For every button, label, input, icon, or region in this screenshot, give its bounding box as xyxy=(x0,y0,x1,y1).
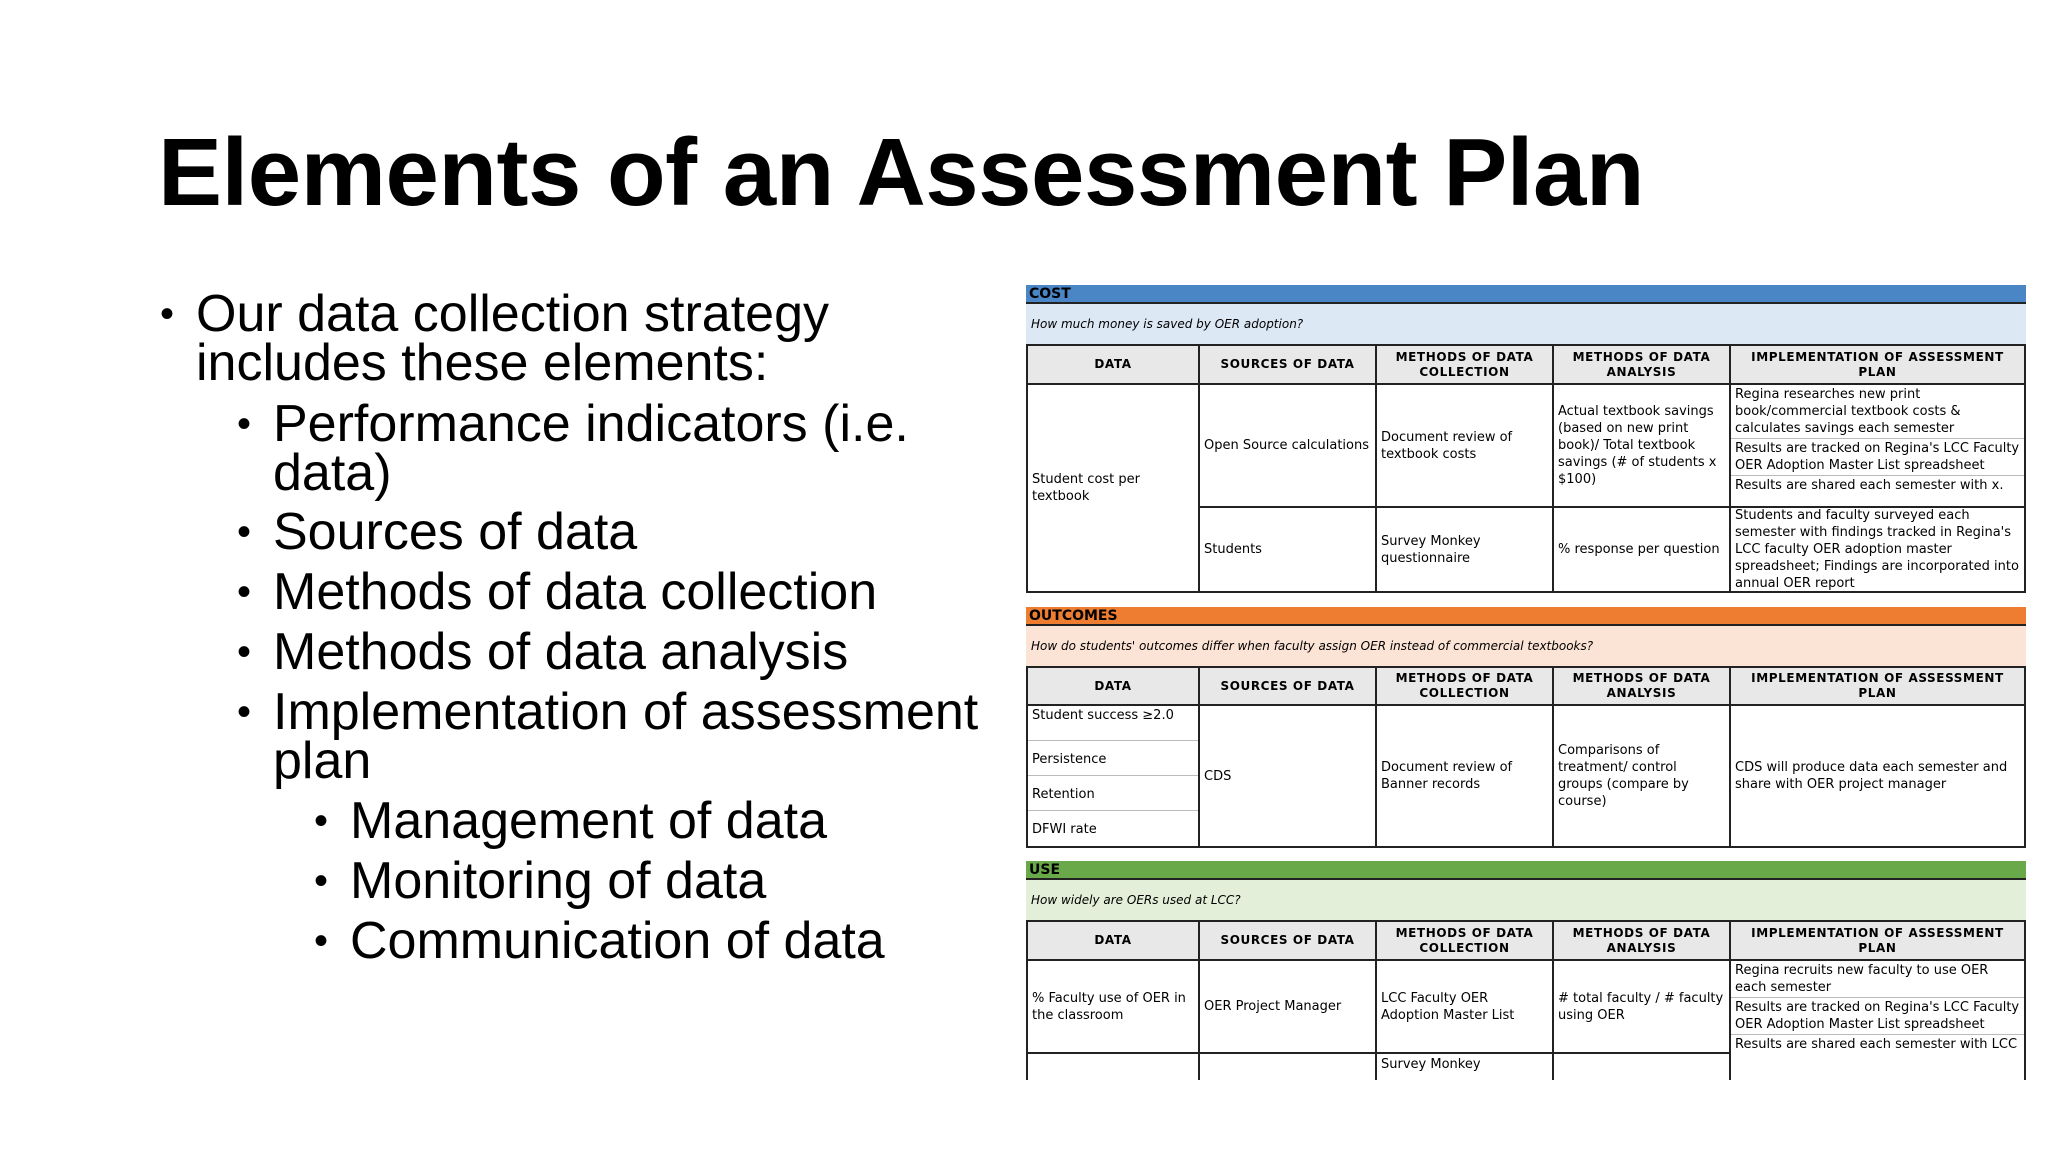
assessment-plan-spreadsheet xyxy=(1026,285,2026,1080)
header-implementation: IMPLEMENTATION OF ASSESSMENT PLAN xyxy=(1731,922,2026,961)
cost-source-2: Students xyxy=(1200,508,1377,593)
bullet-intro: • Our data collection strategy includes these elements: xyxy=(160,285,829,392)
header-collection: METHODS OF DATA COLLECTION xyxy=(1377,346,1554,385)
header-implementation: IMPLEMENTATION OF ASSESSMENT PLAN xyxy=(1731,668,2026,706)
outcomes-source: CDS xyxy=(1200,706,1377,848)
use-collection: LCC Faculty OER Adoption Master List xyxy=(1377,961,1554,1054)
use-impl: Regina recruits new faculty to use OER each semester Results are tracked on Regina's LCC Faculty OER Adoption Master List spreadsheet Results are shared each semester with LCC xyxy=(1731,961,2026,1080)
cost-collection-1: Document review of textbook costs xyxy=(1377,385,1554,508)
section-bar-cost: COST xyxy=(1026,285,2026,304)
section-bar-use: USE xyxy=(1026,861,2026,880)
cost-collection-2: Survey Monkey questionnaire xyxy=(1377,508,1554,593)
bullet-implementation: • Implementation of assessment plan xyxy=(237,683,979,790)
bullet-dot-icon: • xyxy=(314,859,329,903)
header-sources: SOURCES OF DATA xyxy=(1200,346,1377,385)
bullet-analysis: • Methods of data analysis xyxy=(237,623,849,681)
bullet-dot-icon: • xyxy=(237,402,252,446)
header-analysis: METHODS OF DATA ANALYSIS xyxy=(1554,668,1731,706)
header-analysis: METHODS OF DATA ANALYSIS xyxy=(1554,346,1731,385)
bullet-dot-icon: • xyxy=(160,292,175,336)
slide-title: Elements of an Assessment Plan xyxy=(158,119,1644,226)
use-data-cell-next xyxy=(1026,1054,1200,1080)
bullet-dot-icon: • xyxy=(237,510,252,554)
bullet-communication: • Communication of data xyxy=(314,912,885,970)
header-sources: SOURCES OF DATA xyxy=(1200,668,1377,706)
question-cost: How much money is saved by OER adoption? xyxy=(1026,304,2026,346)
question-outcomes: How do students' outcomes differ when faculty assign OER instead of commercial textbooks? xyxy=(1026,626,2026,668)
bullet-performance: • Performance indicators (i.e. data) xyxy=(237,395,909,502)
outcomes-analysis: Comparisons of treatment/ control groups (compare by course) xyxy=(1554,706,1731,848)
header-collection: METHODS OF DATA COLLECTION xyxy=(1377,668,1554,706)
cost-analysis-2: % response per question xyxy=(1554,508,1731,593)
header-sources: SOURCES OF DATA xyxy=(1200,922,1377,961)
header-data: DATA xyxy=(1026,668,1200,706)
cost-impl-1: Regina researches new print book/commercial textbook costs & calculates savings each semester Results are tracked on Regina's LCC Faculty OER Adoption Master List spreadsheet Results are shared each semester with x. xyxy=(1731,385,2026,508)
outcomes-data-cell: Student success ≥2.0 Persistence Retention DFWI rate xyxy=(1026,706,1200,848)
outcomes-impl: CDS will produce data each semester and share with OER project manager xyxy=(1731,706,2026,848)
use-source-next xyxy=(1200,1054,1377,1080)
use-data-cell: % Faculty use of OER in the classroom xyxy=(1026,961,1200,1054)
header-data: DATA xyxy=(1026,922,1200,961)
bullet-dot-icon: • xyxy=(237,690,252,734)
header-collection: METHODS OF DATA COLLECTION xyxy=(1377,922,1554,961)
bullet-collection: • Methods of data collection xyxy=(237,563,878,621)
bullet-dot-icon: • xyxy=(237,630,252,674)
bullet-monitoring: • Monitoring of data xyxy=(314,852,767,910)
cost-analysis-1: Actual textbook savings (based on new print book)/ Total textbook savings (# of students x $100) xyxy=(1554,385,1731,508)
bullet-dot-icon: • xyxy=(314,799,329,843)
cost-data-cell: Student cost per textbook xyxy=(1026,385,1200,593)
section-bar-outcomes: OUTCOMES xyxy=(1026,607,2026,626)
outcomes-collection: Document review of Banner records xyxy=(1377,706,1554,848)
header-analysis: METHODS OF DATA ANALYSIS xyxy=(1554,922,1731,961)
use-analysis: # total faculty / # faculty using OER xyxy=(1554,961,1731,1054)
bullet-dot-icon: • xyxy=(314,919,329,963)
header-data: DATA xyxy=(1026,346,1200,385)
header-implementation: IMPLEMENTATION OF ASSESSMENT PLAN xyxy=(1731,346,2026,385)
use-analysis-next xyxy=(1554,1054,1731,1080)
use-source: OER Project Manager xyxy=(1200,961,1377,1054)
cost-source-1: Open Source calculations xyxy=(1200,385,1377,508)
question-use: How widely are OERs used at LCC? xyxy=(1026,880,2026,922)
bullet-management: • Management of data xyxy=(314,792,827,850)
bullet-sources: • Sources of data xyxy=(237,503,638,561)
use-collection-next: Survey Monkey xyxy=(1377,1054,1554,1080)
cost-impl-2: Students and faculty surveyed each semester with findings tracked in Regina's LCC faculty OER adoption master spreadsheet; Findings are incorporated into annual OER report xyxy=(1731,508,2026,593)
bullet-dot-icon: • xyxy=(237,570,252,614)
